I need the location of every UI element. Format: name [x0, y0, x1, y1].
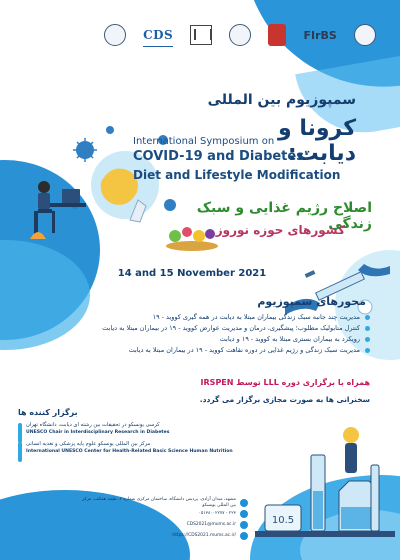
location-icon	[240, 499, 248, 507]
organizer-item	[18, 421, 243, 436]
organizer-name-fa: کرسی یونسکو در تحقیقات بین رشته ای دیابت، دانشگاه تهران	[26, 422, 160, 428]
topics-heading: محورهای سمپوزیوم	[257, 295, 366, 308]
phone-text: ۰۵۱۳۸۰۰۲۲۷۷ - ۲۲۳	[198, 510, 236, 516]
unesco-logo	[190, 25, 212, 45]
english-title-line-3: Diet and Lifestyle Modification	[133, 168, 341, 182]
email-icon	[240, 521, 248, 529]
organizer-item	[18, 440, 243, 455]
firbs-logo: FIrBS	[303, 28, 337, 42]
lab-glucose-meter-illustration	[255, 395, 395, 545]
institute-circle-logo	[229, 24, 251, 46]
haft-sin-plate-illustration	[165, 222, 220, 252]
association-logo	[354, 24, 376, 46]
contact-email-row	[78, 519, 248, 530]
topic-item: کنترل متابولیک مطلوب؛ پیشگیری، درمان و مدیریت عوارض کووید - ۱۹ در بیماران مبتلا به دیابت	[40, 323, 370, 334]
topic-item: مدیریت سبک زندگی و رژیم غذایی در دوره نقاهت کووید - ۱۹ در بیماران مبتلا به دیابت	[40, 345, 370, 356]
contact-phone-row	[78, 508, 248, 519]
organizer-name-fa: مرکز بین المللی یونسکو علوم پایه پزشکی و تغذیه انسانی	[26, 441, 151, 447]
english-title-line-1: International Symposium on	[133, 136, 275, 147]
contact-section	[78, 497, 248, 541]
university-seal-logo	[104, 24, 126, 46]
persian-title-line-2: کرونا و دیابت:	[277, 116, 356, 166]
web-icon	[240, 532, 248, 540]
topic-item: مدیریت چند جانبه سبک زندگی بیماران مبتلا به دیابت در همه گیری کووید - ۱۹	[40, 312, 370, 323]
organizer-name-en: International UNESCO Center for Health-Related Basic Science Human Nutrition	[26, 449, 233, 454]
cds-logo: CDS	[143, 23, 173, 47]
phone-icon	[240, 510, 248, 518]
persian-title-line-1: سمپوزیوم بین المللی	[207, 92, 356, 108]
topic-item: رویکرد به بیماران بستری مبتلا به کووید - ۱۹ و دیابت	[40, 334, 370, 345]
email-text[interactable]: CDS2021@mums.ac.ir	[186, 521, 236, 527]
topics-list	[40, 312, 370, 356]
organizer-name-en: UNESCO Chair in Interdisciplinary Research in Diabetes	[26, 430, 170, 435]
svg-text:10.5: 10.5	[271, 515, 295, 526]
contact-web-row	[78, 530, 248, 541]
website-link[interactable]: https://CDS2021.mums.ac.ir/	[172, 532, 236, 538]
red-emblem-logo	[268, 24, 286, 46]
logo-strip	[104, 22, 376, 48]
event-date: 14 and 15 November 2021	[117, 268, 267, 279]
persian-subtitle-diet: اصلاح رژیم غذایی و سبک زندگی	[196, 200, 372, 232]
english-title-line-2: COVID-19 and Diabetes:	[133, 149, 310, 164]
contact-address-row	[78, 497, 248, 508]
persian-subtitle-nowruz: کشورهای حوزه نوروز	[215, 223, 345, 237]
workshop-notice: همراه با برگزاری دوره LLL توسط IRSPEN	[200, 378, 370, 387]
virtual-notice: سخنرانی ها به صورت مجازی برگزار می گردد.	[199, 395, 370, 404]
organizers-heading: برگزار کننده ها	[18, 408, 78, 417]
organizers-section	[18, 408, 243, 459]
person-at-desk-illustration	[22, 165, 102, 245]
address-text: مشهد، میدان آزادی، پردیس دانشگاه، ساختمان مرکزی شماره ۲، طبقه همکف، مرکز بین المللی یونسکو	[82, 497, 236, 508]
